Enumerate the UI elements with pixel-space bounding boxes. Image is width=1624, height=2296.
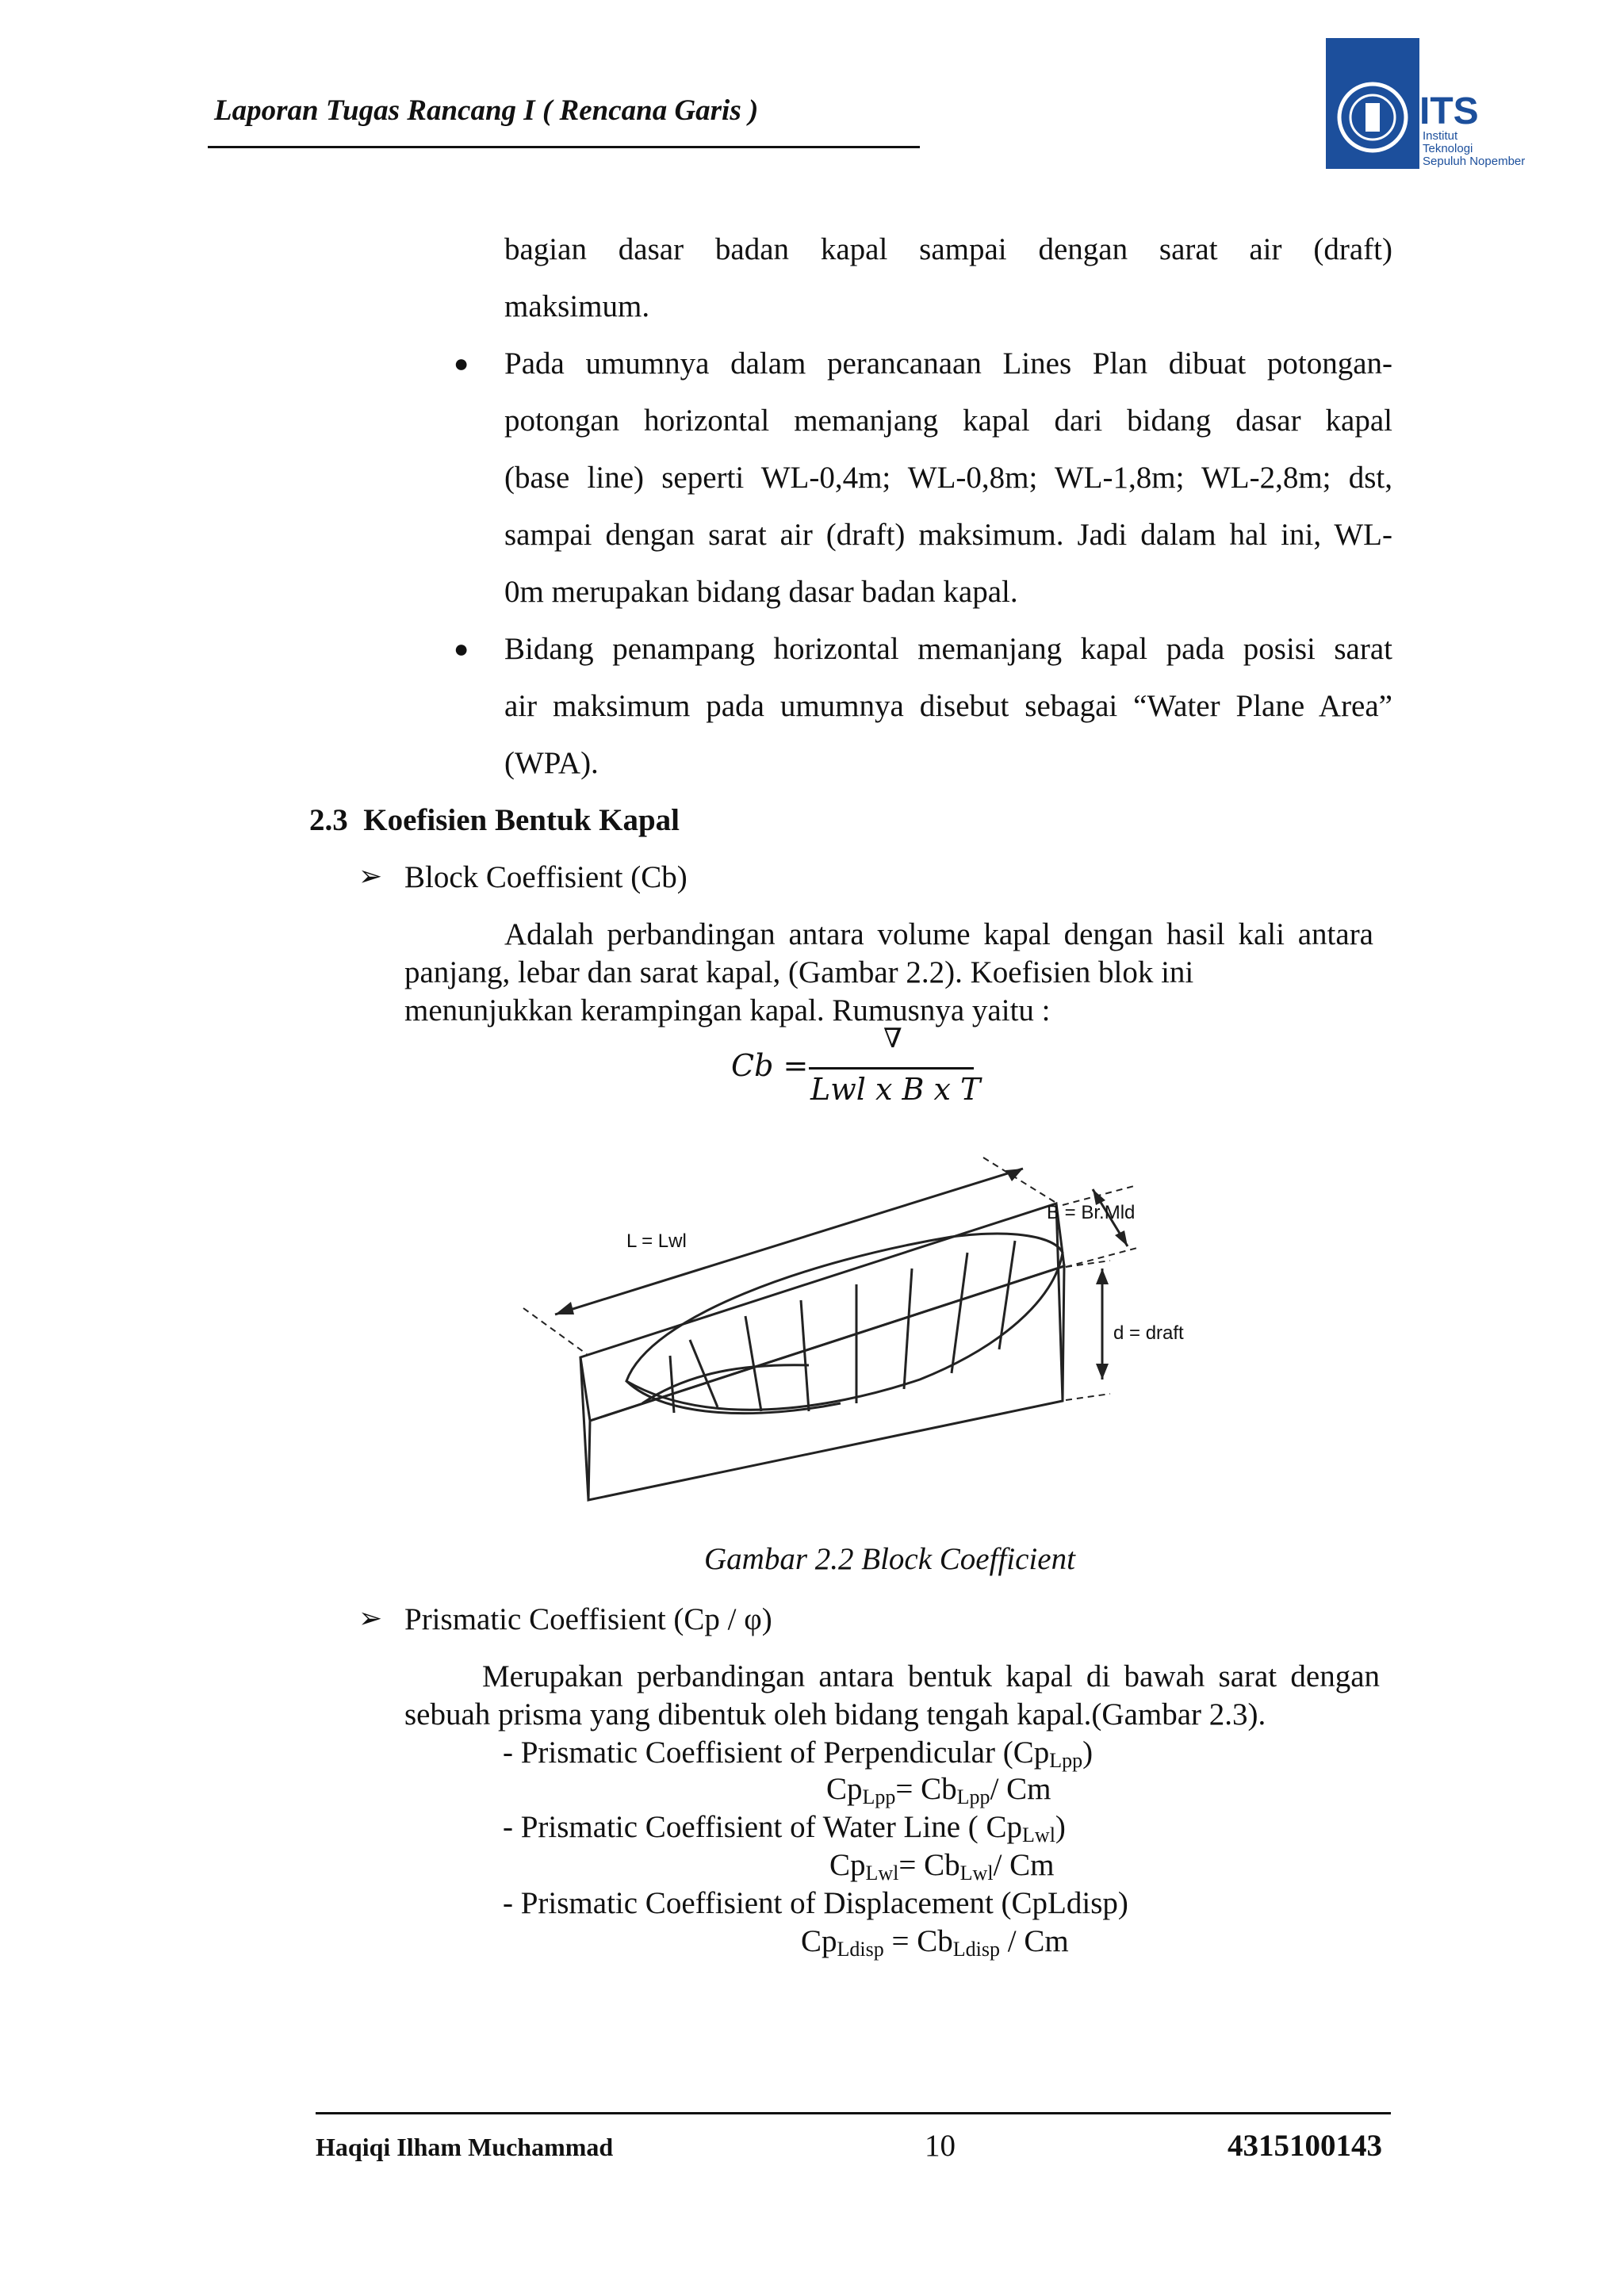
header-rule	[208, 146, 920, 148]
bullet-1-line: sampai dengan sarat air (draft) maksimum. Jadi dalam hal ini, WL-	[504, 518, 1392, 552]
bullet-2-line: Bidang penampang horizontal memanjang kapal pada posisi sarat	[504, 632, 1392, 666]
block-heading: Block Coeffisient (Cb)	[404, 860, 688, 894]
prismatic-text-line: Merupakan perbandingan antara bentuk kapal di bawah sarat dengan	[482, 1659, 1380, 1693]
bullet-2-line: air maksimum pada umumnya disebut sebagai “Water Plane Area”	[504, 689, 1392, 723]
intro-line-1: bagian dasar badan kapal sampai dengan sarat air (draft)	[504, 232, 1392, 266]
prismatic-item-label: - Prismatic Coeffisient of Displacement (CpLdisp)	[503, 1886, 1128, 1920]
figure-label-breadth: B = Br.Mld	[1047, 1202, 1136, 1223]
svg-text:Teknologi: Teknologi	[1423, 142, 1473, 155]
bullet-icon: ●	[454, 349, 469, 377]
footer-rule	[316, 2112, 1391, 2114]
block-text-line: Adalah perbandingan antara volume kapal dengan hasil kali antara	[504, 917, 1373, 951]
footer-author: Haqiqi Ilham Muchammad	[316, 2133, 614, 2161]
its-logo	[1326, 38, 1556, 169]
formula-fraction-bar	[809, 1067, 974, 1070]
bullet-icon: ●	[454, 634, 469, 663]
figure-caption: Gambar 2.2 Block Coefficient	[704, 1542, 1075, 1576]
svg-text:Sepuluh Nopember: Sepuluh Nopember	[1423, 155, 1526, 168]
formula-lhs: Cb =	[731, 1048, 809, 1083]
page-header-title: Laporan Tugas Rancang I ( Rencana Garis )	[214, 94, 759, 127]
figure-label-draft: d = draft	[1113, 1322, 1184, 1344]
prismatic-item-formula: $Cp_{Ldisp} = Cb_{Ldisp} / Cm$	[801, 1924, 1069, 1961]
prismatic-item-label: - Prismatic Coeffisient of Perpendicular $(Cp_{Lpp})$	[503, 1735, 1094, 1772]
svg-text:Institut: Institut	[1423, 129, 1458, 143]
formula-denominator: Lwl x B x T	[810, 1072, 981, 1107]
arrow-bullet-icon: ➢	[358, 1602, 383, 1634]
prismatic-text-line: sebuah prisma yang dibentuk oleh bidang tengah kapal.(Gambar 2.3).	[404, 1697, 1266, 1732]
intro-line-2: maksimum.	[504, 289, 650, 323]
formula-numerator: ∇	[883, 1024, 902, 1054]
block-text-line: panjang, lebar dan sarat kapal, (Gambar 2.2). Koefisien blok ini	[404, 955, 1194, 989]
prismatic-item-label: - Prismatic Coeffisient of Water Line ( $Cp_{Lwl}$)	[503, 1810, 1066, 1846]
prismatic-item-formula: $Cp_{Lwl}= Cb_{Lwl}/$ Cm	[829, 1848, 1055, 1885]
bullet-1-line: potongan horizontal memanjang kapal dari bidang dasar kapal	[504, 404, 1392, 438]
logo-text: ITS	[1419, 90, 1479, 132]
block-text-line: menunjukkan kerampingan kapal. Rumusnya yaitu :	[404, 993, 1051, 1027]
bullet-1-line: Pada umumnya dalam perancanaan Lines Plan dibuat potongan-	[504, 346, 1392, 381]
arrow-bullet-icon: ➢	[358, 860, 383, 892]
block-coefficient-figure	[508, 1142, 1205, 1522]
bullet-2-line: (WPA).	[504, 746, 599, 780]
prismatic-item-formula: $Cp_{Lpp}= Cb_{Lpp}/$ Cm	[826, 1772, 1051, 1808]
page-number: 10	[925, 2129, 956, 2163]
bullet-1-line: (base line) seperti WL-0,4m; WL-0,8m; WL-1,8m; WL-2,8m; dst,	[504, 461, 1392, 495]
prismatic-heading: Prismatic Coeffisient (Cp / φ)	[404, 1602, 772, 1636]
section-heading: 2.3 Koefisien Bentuk Kapal	[309, 803, 680, 837]
bullet-1-line: 0m merupakan bidang dasar badan kapal.	[504, 575, 1018, 609]
figure-label-length: L = Lwl	[626, 1230, 687, 1252]
footer-student-id: 4315100143	[1228, 2129, 1382, 2163]
